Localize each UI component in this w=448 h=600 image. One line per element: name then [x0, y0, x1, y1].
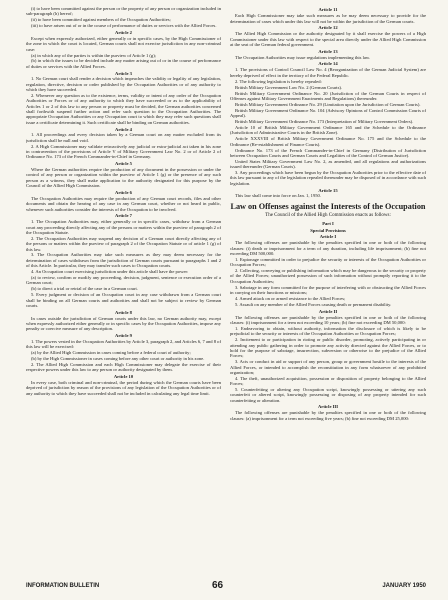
paragraph: The Occupation Authorities may require the production of any German court records, files and other documents and obtain the hearing of any case in any German court, whether or not heard in public, whenever such authorities consider the interests of the Occupation to be involved. [26, 195, 221, 212]
page-footer [26, 580, 426, 592]
paragraph: 3. Sabotage in any form committed for the purpose of interfering with or obstructing the Allied Forces in carrying on their functions or missions; [230, 284, 426, 296]
paragraph: British Military Government Law No. 2 (German Courts). [235, 84, 343, 90]
paragraph: Except when expressly authorized, either generally or in specific cases, by the High Commissioner of the zone in which the court is located, German courts shall not exercise jurisdiction in any non-criminal case: [26, 35, 221, 52]
paragraph: 3. Acts or conduct in aid or support of any person, group or government hostile to the interests of the Allied Forces, or intended to accomplish the reconstitution in any form whatsoever of any prohibited organization; [230, 359, 426, 375]
paragraph: British Military Government Ordinance No. 104 (Advisory Opinions of Control Commission Courts of Appeal). [230, 107, 426, 119]
paragraph: 1. The provisions of Control Council Law No. 4 (Reorganization of the German Judicial System) are hereby deprived of effect in the territory of the Federal Republic. [230, 67, 426, 78]
paragraph: 1. The powers vested in the Occupation Authorities by Article 3, paragraph 2, and Articles 6, 7 and 8 of this law will be exercised: [26, 338, 221, 350]
article-heading: Article 14 [318, 61, 338, 67]
paragraph: The following offenses are punishable by the penalties specified in one or both of the following clauses: (a) imprisonment for a term not exceeding five years; (b) fine not exceeding DM 25,000: [230, 410, 426, 421]
publication-name: INFORMATION BULLETIN [26, 583, 100, 589]
paragraph: 2. The following legislation is hereby repealed: [235, 78, 322, 84]
paragraph: 4. The theft, unauthorized acquisition, possession or disposition of property belonging to the Allied Forces; [230, 375, 426, 387]
paragraph: 5. Every judgment or decision of an Occupation court in any case withdrawn from a German court shall be binding on all German courts and authorities and shall not be subject to review by German courts. [26, 292, 221, 308]
paragraph: (a) to review, confirm or modify any proceeding, decision, judgment, sentence or execution order of a German court; [26, 275, 221, 286]
paragraph: The Occupation Authorities may issue regulations implementing this law. [235, 54, 371, 60]
article-heading: Article III [317, 404, 339, 410]
paragraph: British Military Government Ordinance No. 29 (Limitation upon the Jurisdiction of German Courts). [235, 101, 421, 107]
law-title: Law on Offenses against the Interests of the Occupation [230, 201, 426, 211]
article-heading: Special Provisions [310, 227, 346, 233]
article-heading: Article 4 [115, 126, 132, 132]
paragraph: British Military Government Ordinance No. 20 (Jurisdiction of the German Courts in respect of Offenses against Military Government Enactments and Regulations) thereunder. [230, 90, 426, 101]
paragraph: (ii) to have been committed against members of the Occupation Authorities; [31, 17, 171, 23]
paragraph: (a) by the Allied High Commission in cases coming before a federal court of authority; [31, 350, 191, 356]
article-heading: Article 12 [318, 25, 338, 31]
article-heading: Article 11 [318, 7, 338, 13]
article-heading: Article 5 [115, 161, 132, 167]
article-heading: Article 3 [115, 70, 132, 76]
paragraph: This law shall come into force on Jan. 1, 1950. [235, 193, 321, 199]
paragraph: (i) to have been committed against the person or the property of any person or organization included in sub-paragraph (h) hereof; [26, 6, 221, 17]
paragraph: 1. No German court shall render a decision which impeaches the validity or legality of any legislation, regulation, directive, decision or order published by the Occupation Authorities or of any authority to which they have succeeded. [26, 76, 221, 93]
paragraph: Ordinance No. 173 of the French Commander-in-Chief in Germany (Distribution of Jurisdiction between Occupation Courts and German Courts and Legalities of the Control of German Justice). [230, 147, 426, 158]
paragraph: 2. A High Commissioner may validate retroactively any judicial or extra-judicial act taken in his zone in contravention of the provisions of Article V of Military Government Law No. 2 or of Article 2 of Ordinance No. 173 of the French Commander-in-Chief in Germany. [26, 143, 221, 160]
article-heading: Article II [318, 308, 338, 314]
paragraph: British Military Government Ordinance No. 173 (Interpretation of Military Government Orders). [235, 119, 414, 125]
paragraph: In cases outside the jurisdiction of German courts under this law, no German authority may, except when expressly authorized either generally or in specific cases by the Occupation Authorities, impose any penalty or coercive measure of any description. [26, 315, 221, 332]
article-heading: Article 10 [113, 374, 134, 380]
issue-date: JANUARY 1950 [382, 583, 426, 589]
paragraph: (a) in which any of the parties is within the purview of Article 1 (g); [31, 52, 157, 58]
paragraph: (b) to direct a trial or retrial of the case in a German court. [31, 286, 138, 292]
article-heading: Article 2 [115, 29, 132, 35]
paragraph: (iii) to have arisen out of or in the course of performance of duties or services with the Allied Forces. [31, 23, 217, 29]
paragraph: 3. Any proceedings which have been begun by the Occupation Authorities prior to the effective date of this law pursuant to any of the legislation repealed thereunder may be disposed of in accordance with such legislation. [230, 170, 426, 186]
article-heading: Part I [322, 220, 334, 226]
paragraph: 4. An Occupation court exercising jurisdiction under this article shall have the power: [31, 269, 189, 275]
paragraph: Article 10 of British Military Government Ordinance 165 and the Schedule to the Ordinance (Jurisdiction of Administrative Courts in the British Zone). [230, 124, 426, 136]
paragraph: The following offenses are punishable by the penalties specified in one or both of the following clauses: (i) imprisonment for a term not exceeding 10 years; (b) fine not exceeding DM 50,000: [230, 314, 426, 325]
paragraph: United States Military Government Law No. 2, as amended, and all regulations and authorizations issued thereunder (German Courts). [230, 158, 426, 170]
paragraph: 5. Assault on any member of the Allied Forces causing death or permanent disability. [235, 301, 392, 307]
paragraph: 4. Armed attack on or armed resistance to the Allied Forces; [235, 296, 346, 302]
left-text-column [26, 6, 221, 574]
paragraph: 2. The Occupation Authorities may suspend any decision of a German court directly affecting any of the persons or matters within the purview of paragraph 2 of the Occupation Statute or of article 1 (g) of this law. [26, 235, 221, 252]
article-heading: Article 15 [318, 187, 338, 193]
paragraph: 5. Counterfeiting or altering any Occupation script, knowingly possessing or uttering any such counterfeit or altered script, knowingly possessing or disposing of any property intended for such counterfeiting or alteration. [230, 387, 426, 403]
paragraph: The following offenses are punishable by the penalties specified in one or both of the following clauses: (i) death or imprisonment for a term of any duration, including life imprisonment; (b) fine not exceeding DM 500,000. [230, 240, 426, 256]
paragraph: (b) in which the issues to be decided include any matter arising out of or in the course of performance of duties or services with the Allied Forces. [26, 58, 221, 69]
paragraph: 1. The Occupation Authorities may, either generally or in specific cases, withdraw from a German court any proceeding directly affecting any of the persons or matters within the purview of paragraph 2 of the Occupation Statute. [26, 219, 221, 235]
paragraph: 1. Espionage committed in order to prejudice the security or interests of the Occupation Authorities or Occupation Forces; [230, 256, 426, 268]
paragraph: 1. All proceedings and every decision taken by a German court on any matter excluded from its jurisdiction shall be null and void. [26, 132, 221, 143]
paragraph: 2. Incitement to or participation in rioting or public disorder, promoting, actively participating in or attending any public gathering in order to promote any activity directed against the Allied Forces, or to hold for the purpose of sabotage, insurrection, subversion or otherwise to the prejudice of the Allied Forces; [230, 337, 426, 359]
paragraph: (b) by the High Commissioner in cases coming before any other court or authority in his zone. [31, 356, 205, 362]
paragraph: Where the German authorities require the production of any document in the possession or under the control of any person or organization within the purview of Article 1 (g) or the presence of any such person as a witness, they shall make application to the authority designated for this purpose by the Council of the Allied High Commission. [26, 167, 221, 189]
paragraph: 3. The Occupation Authorities may take such measures as they may deem necessary for the determination of cases withdrawn from the jurisdiction of German courts pursuant to paragraphs 1 and 2 of this Article. In particular, they may transfer such cases to Occupation courts. [26, 252, 221, 269]
paragraph: In every case, both criminal and non-criminal, the period during which the German courts have been deprived of jurisdiction by reason of the provisions of any legislation of the Occupation Authorities or of any authority to which they have succeeded shall not be included in calculating any legal time limit. [26, 380, 221, 396]
article-heading: Article 9 [115, 333, 132, 338]
paragraph: Article XXXVIII of British Military Government Ordinance No. 175 and the Schedule to the Ordinance (Re-establishment of Finance Courts). [230, 136, 426, 147]
enacting-clause: The Council of the Allied High Commission enacts as follows: [265, 212, 391, 218]
article-heading: Article 8 [115, 309, 132, 315]
paragraph: 2. Whenever any question as to the existence, terms, validity or intent of any order of the Occupation Authorities or Forces or of any authority to which they have succeeded or as to the applicability of Articles 1 or 2 of this law to any person or property must be decided, the German authorities concerned shall forthwith suspend further action and refer such question to the Occupation Authorities. The appropriate Occupation Authorities or any Occupation court to which they may refer such questions shall issue a certificate determining it. Such certificate shall be binding on German authorities. [26, 93, 221, 125]
paragraph: The Allied High Commission or the authority designated by it shall exercise the powers of a High Commissioner under this law with respect to the special area directly under the Allied High Commission at the seat of the German federal government. [230, 31, 426, 48]
article-heading: Article 7 [115, 213, 132, 219]
paragraph: Each High Commissioner may take such measures as he may deem necessary to provide for the determination of cases which under this law will not be within the jurisdiction of the German courts. [230, 13, 426, 24]
paragraph: 2. The Allied High Commission and each High Commissioner may delegate the exercise of their respective powers under this law to any person or authority designated by them. [26, 362, 221, 373]
right-text-column [230, 6, 426, 574]
page-number: 66 [212, 580, 224, 591]
paragraph: 1. Endeavoring to obtain, without authority, information the disclosure of which is likely to be prejudicial to the security or interests of the Occupation Authorities or Occupation Forces; [230, 325, 426, 337]
article-heading: Article 13 [318, 48, 338, 54]
paragraph: 2. Collecting, conveying or publishing information which may be dangerous to the security or property of the Allied Forces; unauthorized possession of such information without promptly reporting it to the Occupation Authorities; [230, 268, 426, 284]
article-heading: Article I [319, 234, 337, 240]
article-heading: Article 6 [115, 189, 132, 195]
